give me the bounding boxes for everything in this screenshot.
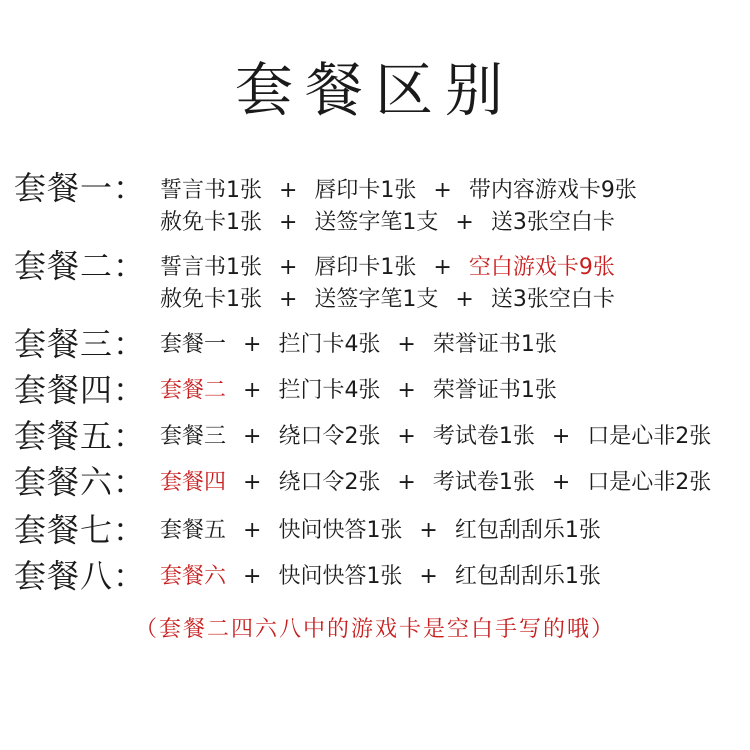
plus-sign: +: [236, 470, 269, 495]
plus-sign: +: [412, 564, 445, 589]
package-1-item-oath-book: 誓言书1张: [160, 178, 262, 203]
package-6-item-insincere: 口是心非2张: [587, 470, 712, 495]
package-8-item-scratch: 红包刮刮乐1张: [454, 564, 601, 589]
package-1-item-pardon-card: 赦免卡1张: [160, 210, 262, 235]
package-2-item-pen: 送签字笔1支: [314, 287, 439, 312]
package-1-item-blank-cards: 送3张空白卡: [490, 210, 615, 235]
plus-sign: +: [236, 564, 269, 589]
plus-sign: +: [390, 332, 423, 357]
plus-sign: +: [426, 255, 459, 280]
package-2-item-blank-game-cards: 空白游戏卡9张: [468, 255, 615, 280]
plus-sign: +: [272, 255, 305, 280]
package-8-label: 套餐八：: [14, 557, 147, 595]
plus-sign: +: [236, 424, 269, 449]
package-8-line-1: [160, 562, 601, 592]
package-5-item-insincere: 口是心非2张: [587, 424, 712, 449]
package-2-item-oath-book: 誓言书1张: [160, 255, 262, 280]
plus-sign: +: [272, 287, 305, 312]
page-title: 套餐区别: [234, 56, 515, 124]
package-4-item-certificate: 荣誉证书1张: [432, 378, 557, 403]
package-1-item-lip-card: 唇印卡1张: [314, 178, 417, 203]
package-2-item-pardon-card: 赦免卡1张: [160, 287, 262, 312]
package-4-item-base: 套餐二: [160, 378, 227, 403]
package-6-item-tongue-twister: 绕口令2张: [278, 470, 381, 495]
package-2-label: 套餐二：: [14, 247, 147, 285]
package-5-label: 套餐五：: [14, 417, 147, 455]
plus-sign: +: [390, 470, 423, 495]
package-6-item-exam: 考试卷1张: [432, 470, 535, 495]
plus-sign: +: [448, 210, 481, 235]
package-6-line-1: [160, 468, 711, 498]
package-5-item-exam: 考试卷1张: [432, 424, 535, 449]
package-1-line-1: [160, 176, 637, 206]
plus-sign: +: [390, 378, 423, 403]
package-6-item-base: 套餐四: [160, 470, 227, 495]
package-7-item-base: 套餐五: [160, 518, 227, 543]
package-8-item-quiz: 快问快答1张: [278, 564, 403, 589]
package-4-label: 套餐四：: [14, 371, 147, 409]
package-7-line-1: [160, 516, 601, 546]
package-5-item-tongue-twister: 绕口令2张: [278, 424, 381, 449]
package-3-item-certificate: 荣誉证书1张: [432, 332, 557, 357]
package-3-item-base: 套餐一: [160, 332, 227, 357]
footnote: （套餐二四六八中的游戏卡是空白手写的哦）: [134, 617, 615, 642]
plus-sign: +: [544, 470, 578, 495]
package-7-item-scratch: 红包刮刮乐1张: [454, 518, 601, 543]
plus-sign: +: [390, 424, 423, 449]
package-4-line-1: [160, 376, 557, 406]
package-8-item-base: 套餐六: [160, 564, 227, 589]
package-7-item-quiz: 快问快答1张: [278, 518, 403, 543]
plus-sign: +: [412, 518, 445, 543]
package-2-item-blank-cards: 送3张空白卡: [490, 287, 615, 312]
package-5-line-1: [160, 422, 711, 452]
package-7-label: 套餐七：: [14, 511, 147, 549]
package-3-line-1: [160, 330, 557, 360]
plus-sign: +: [272, 178, 305, 203]
package-2-item-lip-card: 唇印卡1张: [314, 255, 417, 280]
plus-sign: +: [448, 287, 481, 312]
package-4-item-door-cards: 拦门卡4张: [278, 378, 381, 403]
package-3-item-door-cards: 拦门卡4张: [278, 332, 381, 357]
plus-sign: +: [236, 518, 269, 543]
plus-sign: +: [272, 210, 305, 235]
package-1-line-2: [160, 208, 615, 238]
plus-sign: +: [544, 424, 578, 449]
package-1-label: 套餐一：: [14, 169, 147, 207]
plus-sign: +: [236, 332, 269, 357]
package-1-item-pen: 送签字笔1支: [314, 210, 439, 235]
package-5-item-base: 套餐三: [160, 424, 227, 449]
package-2-line-1: [160, 253, 615, 283]
package-1-item-game-cards: 带内容游戏卡9张: [468, 178, 637, 203]
package-2-line-2: [160, 285, 615, 315]
plus-sign: +: [236, 378, 269, 403]
package-3-label: 套餐三：: [14, 325, 147, 363]
plus-sign: +: [426, 178, 459, 203]
package-6-label: 套餐六：: [14, 463, 147, 501]
